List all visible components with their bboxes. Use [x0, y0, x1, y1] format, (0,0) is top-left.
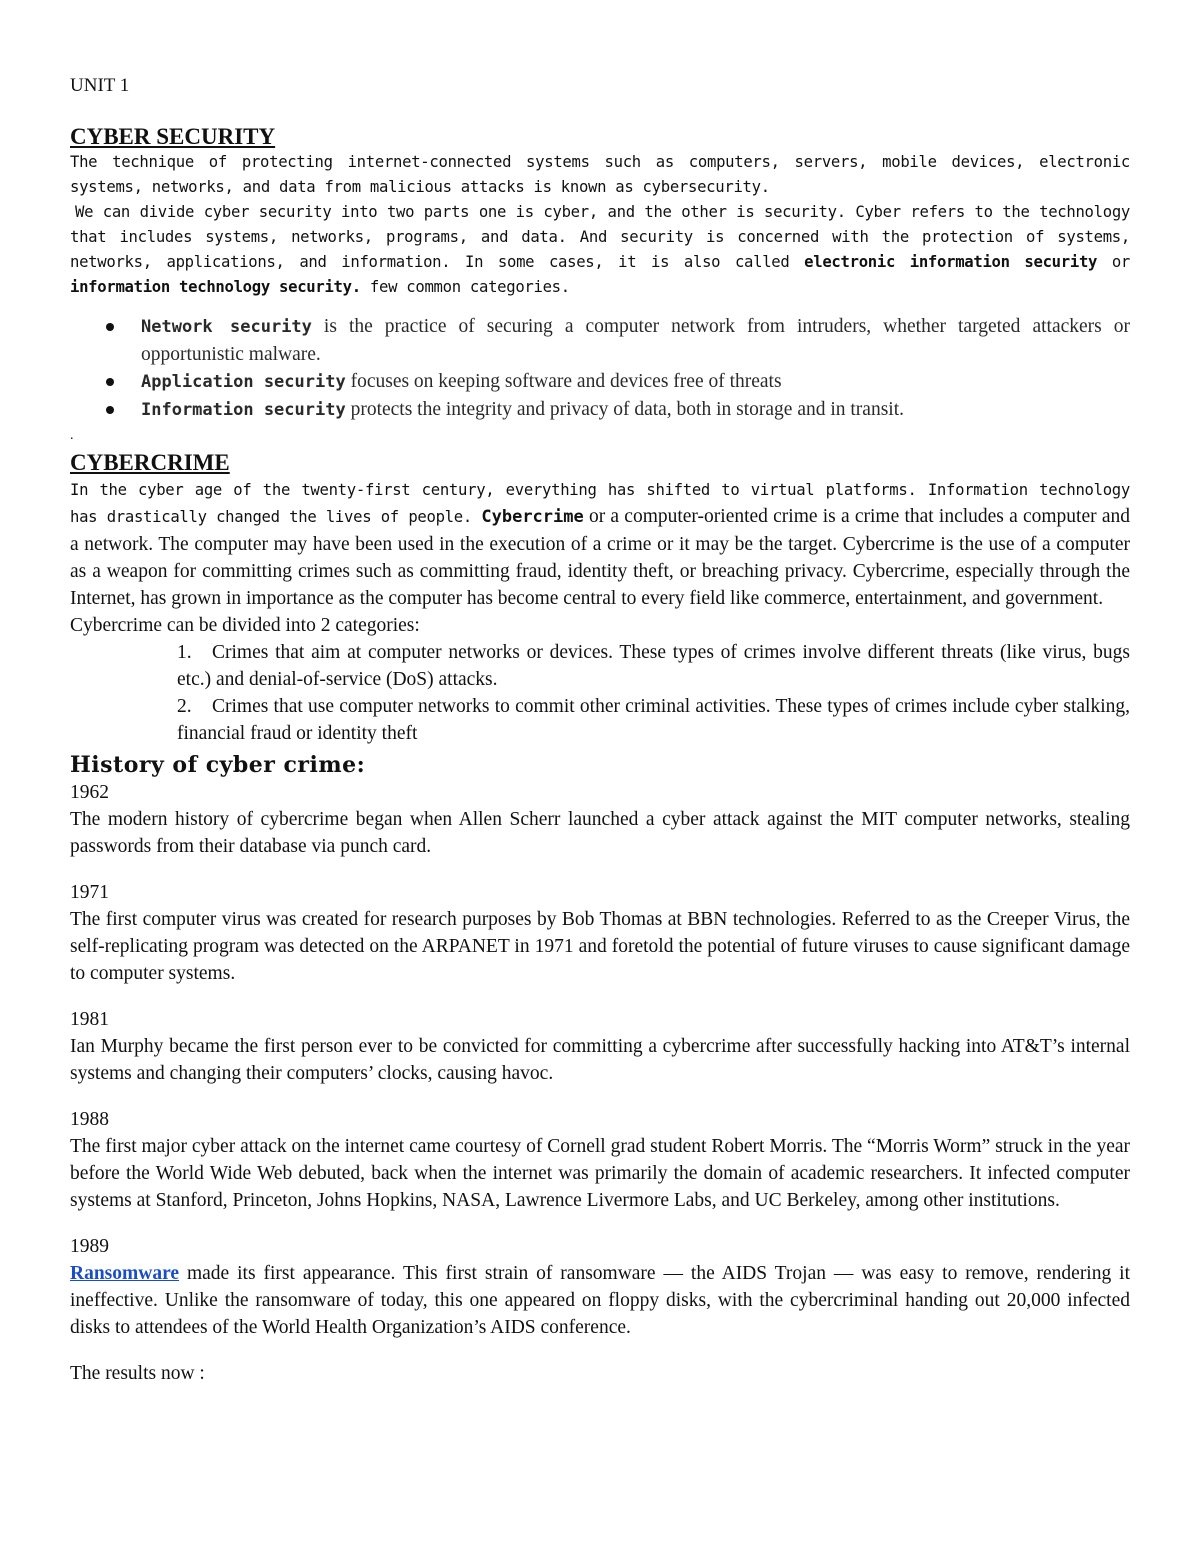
list-item-text: is the practice of securing a computer network from intruders, whether targeted attackers or opportunistic malware. — [141, 316, 1130, 365]
ransomware-link[interactable]: Ransomware — [70, 1263, 180, 1284]
bullet-icon — [106, 406, 114, 414]
list-item — [70, 368, 1130, 396]
list-number: 2. — [177, 696, 192, 717]
term-electronic-information-security: electronic information security — [804, 253, 1098, 271]
list-item — [70, 396, 1130, 424]
cybercrime-intro — [70, 476, 1130, 612]
crime-categories-list — [70, 639, 1130, 747]
list-item-term: Application security — [141, 372, 346, 392]
security-categories-list — [70, 313, 1130, 424]
bullet-icon — [106, 378, 114, 386]
history-entry-text: The first computer virus was created for research purposes by Bob Thomas at BBN technologies. Referred to as the Creeper Virus, the self-replicating program was detected on the ARPANET in 1971 and foretold the potential of future viruses to cause significant damage to computer systems. — [70, 909, 1130, 984]
list-item — [70, 639, 1130, 693]
year-label: 1989 — [70, 1236, 109, 1257]
list-item-text: protects the integrity and privacy of data, both in storage and in transit. — [345, 399, 905, 420]
cybercrime-intro-rest: or a computer-oriented crime is a crime that includes a computer and a network. The computer may have been used in the execution of a crime or it may be the target. Cybercrime is the use of a computer as a weapon for committing crimes such as committing fraud, identity theft, or breaching privacy. Cybercrime, especially through the Internet, has grown in importance as the computer has become central to every field like commerce, entertainment, and government. — [70, 506, 1130, 609]
year-label: 1962 — [70, 782, 109, 803]
cyber-security-para-2 — [70, 200, 1130, 300]
cybercrime-heading: CYBERCRIME — [70, 450, 230, 475]
list-item-text: Crimes that aim at computer networks or devices. These types of crimes involve different threats (like virus, bugs etc.) and denial-of-service (DoS) attacks. — [177, 642, 1130, 690]
list-item-term: Information security — [141, 400, 346, 420]
trailing-dot: . — [70, 428, 74, 443]
year-label: 1971 — [70, 882, 109, 903]
results-line: The results now : — [70, 1363, 205, 1384]
list-item — [70, 693, 1130, 747]
cyber-security-para-1: The technique of protecting internet-connected systems such as computers, servers, mobile devices, electronic systems, networks, and data from malicious attacks is known as cybersecurity. — [70, 153, 1130, 196]
term-cybercrime: Cybercrime — [481, 507, 584, 527]
cyber-security-heading: CYBER SECURITY — [70, 124, 276, 149]
list-item — [70, 313, 1130, 368]
cybercrime-intro-mono: In the cyber age of the twenty-first century, everything has shifted to virtual platforms. Information technology has drastically changed the lives of people. — [70, 481, 1130, 526]
list-item-text: Crimes that use computer networks to commit other criminal activities. These types of crimes include cyber stalking, financial fraud or identity theft — [177, 696, 1130, 744]
categories-intro: Cybercrime can be divided into 2 categories: — [70, 615, 420, 636]
history-heading: History of cyber crime: — [70, 752, 366, 778]
para-2-end: few common categories. — [360, 278, 570, 296]
history-entry-text: The modern history of cybercrime began when Allen Scherr launched a cyber attack against the MIT computer networks, stealing passwords from their database via punch card. — [70, 809, 1130, 857]
para-2-or: or — [1097, 253, 1130, 271]
bullet-icon — [106, 323, 114, 331]
list-item-term: Network security — [141, 317, 312, 337]
history-entry-1989-text: made its first appearance. This first strain of ransomware — the AIDS Trojan — was easy to remove, rendering it ineffective. Unlike the ransomware of today, this one appeared on floppy disks, with the cybercriminal handing out 20,000 infected disks to attendees of the World Health Organization’s AIDS conference. — [70, 1263, 1130, 1338]
year-label: 1988 — [70, 1109, 109, 1130]
list-item-text: focuses on keeping software and devices free of threats — [345, 371, 782, 392]
list-number: 1. — [177, 642, 192, 663]
history-entry-text: Ian Murphy became the first person ever to be convicted for committing a cybercrime after successfully hacking into AT&T’s internal systems and changing their computers’ clocks, causing havoc. — [70, 1036, 1130, 1084]
para-2-text: We can divide cyber security into two parts one is cyber, and the other is security. Cyber refers to the technology that includes systems, networks, programs, and data. And security is concerned with the protection of systems, networks, applications, and information. In some cases, it is also called — [70, 203, 1130, 271]
history-entry-text: The first major cyber attack on the internet came courtesy of Cornell grad student Robert Morris. The “Morris Worm” struck in the year before the World Wide Web debuted, back when the internet was primarily the domain of academic researchers. It infected computer systems at Stanford, Princeton, Johns Hopkins, NASA, Lawrence Livermore Labs, and UC Berkeley, among other institutions. — [70, 1136, 1130, 1211]
term-information-technology-security: information technology security. — [70, 278, 361, 296]
year-label: 1981 — [70, 1009, 109, 1030]
document-content — [70, 74, 1130, 1387]
unit-label: UNIT 1 — [70, 75, 130, 96]
history-entry-text — [70, 1260, 1130, 1341]
